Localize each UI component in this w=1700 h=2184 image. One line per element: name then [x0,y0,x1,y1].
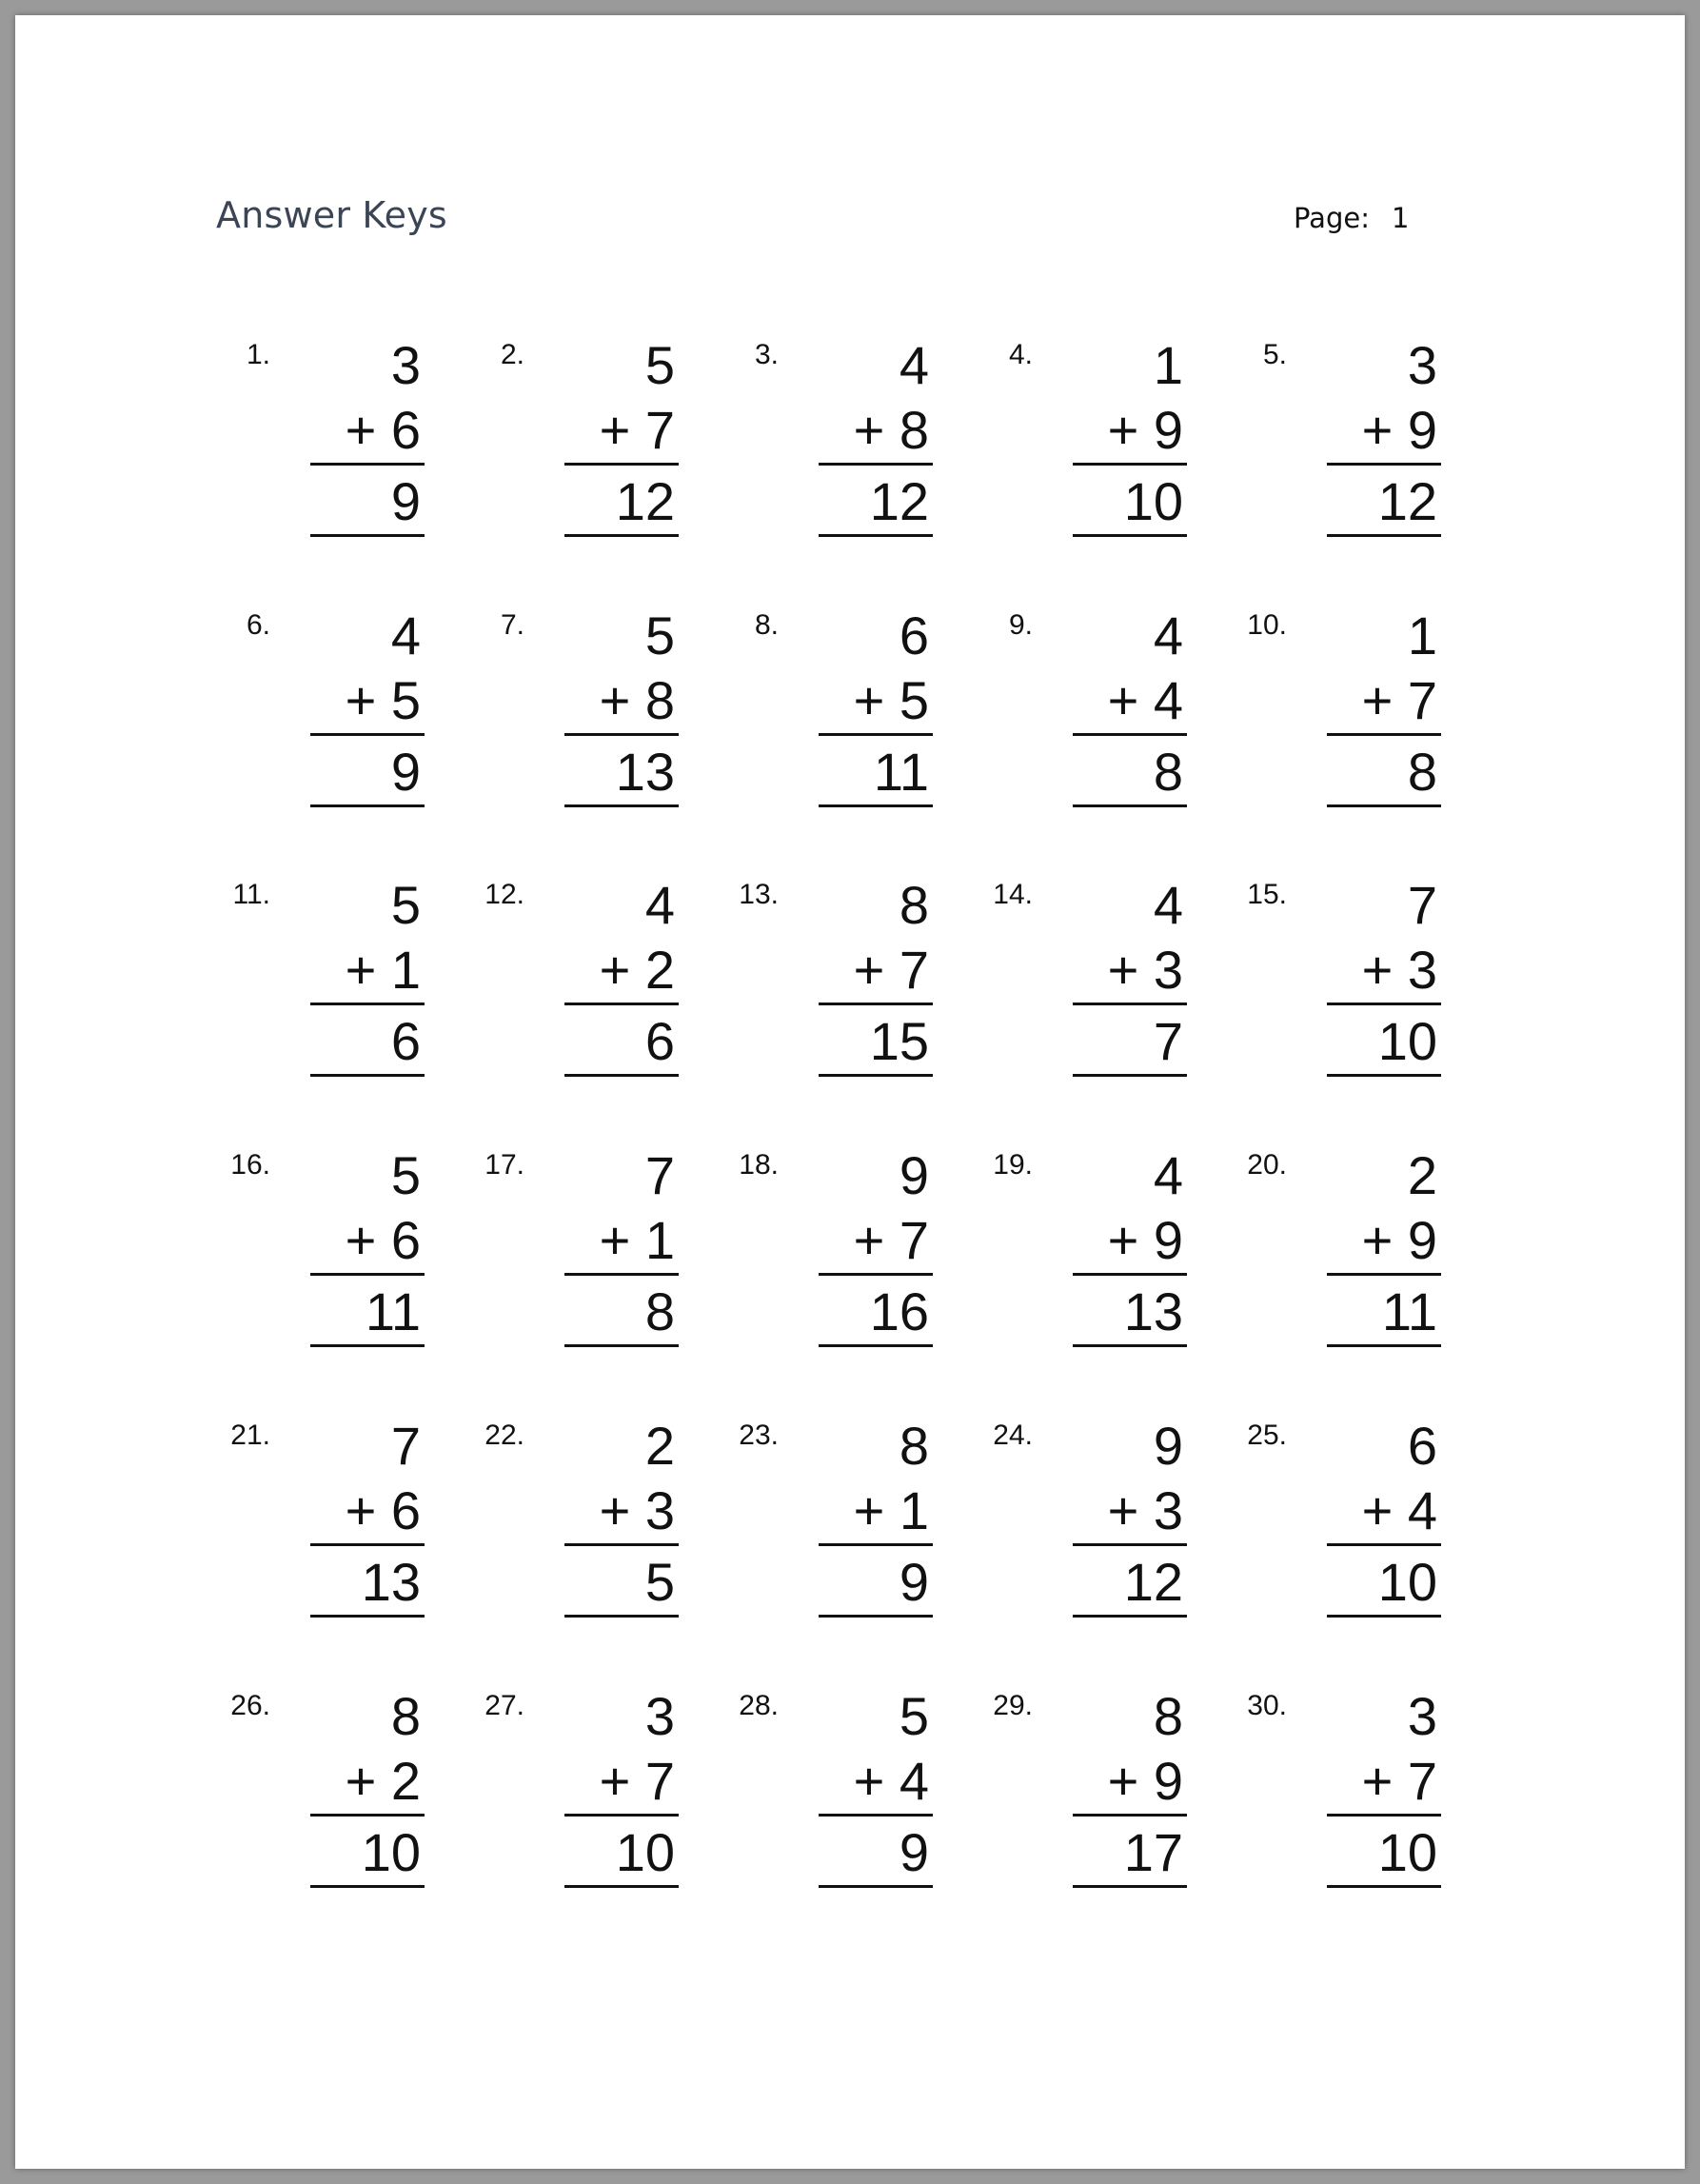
answer: 8 [1073,736,1187,807]
addend-bottom: + 6 [310,1479,425,1546]
worksheet-page [15,15,1685,2169]
addend-top: 8 [899,1416,929,1476]
addend-bottom: + 7 [564,398,679,466]
answer: 10 [1327,1546,1441,1618]
addition-problem [219,1684,447,1913]
problem-stack [1327,1414,1441,1618]
answer: 7 [1073,1005,1187,1077]
addend-top: 2 [644,1416,675,1476]
answer: 13 [310,1546,425,1618]
problem-stack [564,1684,679,1888]
problem-number: 22. [484,1420,524,1451]
problem-number: 16. [230,1149,270,1181]
addend-top: 8 [1153,1686,1183,1746]
answer: 12 [1073,1546,1187,1618]
problem-number: 28. [739,1690,779,1721]
problem-number: 25. [1247,1420,1287,1451]
problem-number: 4. [1008,339,1033,370]
problem-number: 29. [993,1690,1033,1721]
addition-problem [981,1414,1210,1642]
answer: 12 [819,466,933,537]
answer: 9 [819,1546,933,1618]
addend-bottom: + 1 [310,938,425,1005]
problem-number: 23. [739,1420,779,1451]
problem-stack [819,1143,933,1347]
addend-bottom: + 6 [310,1208,425,1276]
problem-number: 11. [232,879,270,910]
problem-number: 19. [993,1149,1033,1181]
addition-problem [219,1143,447,1372]
problem-stack [310,1684,425,1888]
addend-bottom: + 1 [819,1479,933,1546]
addend-top: 6 [1407,1416,1437,1476]
problem-stack [310,333,425,537]
problem-grid [15,15,1685,2169]
addend-top: 3 [390,335,421,395]
problem-stack [1327,1684,1441,1888]
problem-number: 2. [500,339,524,370]
problem-stack [1327,1143,1441,1347]
addend-bottom: + 7 [1327,668,1441,736]
addend-bottom: + 3 [1073,938,1187,1005]
addition-problem [981,604,1210,832]
addition-problem [219,333,447,562]
addend-bottom: + 5 [819,668,933,736]
answer: 17 [1073,1817,1187,1888]
addend-top: 9 [899,1145,929,1205]
problem-number: 1. [246,339,270,370]
problem-number: 14. [993,879,1033,910]
page-number: 1 [1392,202,1410,234]
addition-problem [981,873,1210,1102]
problem-number: 18. [739,1149,779,1181]
addend-bottom: + 9 [1073,1208,1187,1276]
addition-problem [1235,1684,1464,1913]
problem-stack [1073,604,1187,807]
problem-number: 5. [1262,339,1287,370]
addend-top: 8 [899,875,929,935]
answer: 10 [564,1817,679,1888]
addend-top: 9 [1153,1416,1183,1476]
problem-stack [564,1414,679,1618]
addition-problem [219,1414,447,1642]
answer: 12 [564,466,679,537]
answer: 5 [564,1546,679,1618]
problem-number: 12. [484,879,524,910]
addend-bottom: + 3 [564,1479,679,1546]
addend-top: 1 [1407,606,1437,665]
problem-stack [819,333,933,537]
addend-bottom: + 4 [819,1749,933,1817]
problem-number: 13. [739,879,779,910]
answer: 10 [310,1817,425,1888]
addend-bottom: + 9 [1073,398,1187,466]
addend-bottom: + 8 [819,398,933,466]
addition-problem [727,1414,956,1642]
problem-number: 27. [484,1690,524,1721]
problem-stack [819,1414,933,1618]
answer: 13 [1073,1276,1187,1347]
problem-number: 24. [993,1420,1033,1451]
addend-top: 4 [390,606,421,665]
page-label: Page: [1294,202,1370,234]
problem-number: 20. [1247,1149,1287,1181]
problem-stack [1073,1684,1187,1888]
problem-stack [1073,1414,1187,1618]
addition-problem [1235,873,1464,1102]
addend-top: 2 [1407,1145,1437,1205]
addition-problem [1235,1414,1464,1642]
addition-problem [473,1414,702,1642]
problem-stack [1327,333,1441,537]
addend-top: 6 [899,606,929,665]
addend-bottom: + 7 [819,938,933,1005]
answer: 10 [1327,1817,1441,1888]
problem-stack [564,604,679,807]
addend-top: 3 [644,1686,675,1746]
addend-bottom: + 9 [1327,1208,1441,1276]
problem-number: 3. [754,339,779,370]
answer: 16 [819,1276,933,1347]
problem-stack [564,873,679,1077]
addend-bottom: + 9 [1327,398,1441,466]
problem-stack [310,1414,425,1618]
answer: 11 [310,1276,425,1347]
problem-stack [310,873,425,1077]
addition-problem [981,1684,1210,1913]
answer: 11 [819,736,933,807]
addition-problem [1235,1143,1464,1372]
addend-top: 4 [1153,606,1183,665]
addend-bottom: + 4 [1073,668,1187,736]
addend-top: 4 [899,335,929,395]
addition-problem [1235,333,1464,562]
problem-number: 15. [1247,879,1287,910]
answer: 9 [819,1817,933,1888]
addend-top: 3 [1407,1686,1437,1746]
addition-problem [473,604,702,832]
addition-problem [473,1143,702,1372]
problem-number: 6. [246,609,270,641]
problem-stack [819,873,933,1077]
addend-top: 5 [644,606,675,665]
addend-top: 5 [390,875,421,935]
addend-top: 7 [644,1145,675,1205]
addition-problem [473,1684,702,1913]
addition-problem [727,873,956,1102]
addend-bottom: + 4 [1327,1479,1441,1546]
addition-problem [727,604,956,832]
addend-bottom: + 7 [564,1749,679,1817]
problem-number: 8. [754,609,779,641]
addend-top: 4 [1153,1145,1183,1205]
addition-problem [727,1143,956,1372]
addition-problem [219,604,447,832]
addition-problem [727,333,956,562]
problem-stack [564,1143,679,1347]
problem-number: 21. [230,1420,270,1451]
addend-bottom: + 2 [564,938,679,1005]
answer: 6 [564,1005,679,1077]
addend-bottom: + 1 [564,1208,679,1276]
problem-number: 26. [230,1690,270,1721]
addend-top: 7 [390,1416,421,1476]
addend-bottom: + 7 [819,1208,933,1276]
answer: 10 [1327,1005,1441,1077]
answer: 9 [310,466,425,537]
problem-stack [1073,1143,1187,1347]
addition-problem [473,873,702,1102]
addend-bottom: + 3 [1073,1479,1187,1546]
answer: 8 [564,1276,679,1347]
addend-top: 4 [644,875,675,935]
problem-stack [819,1684,933,1888]
addend-bottom: + 9 [1073,1749,1187,1817]
page-title: Answer Keys [216,194,447,236]
problem-stack [310,1143,425,1347]
addend-top: 4 [1153,875,1183,935]
addend-bottom: + 2 [310,1749,425,1817]
addend-bottom: + 8 [564,668,679,736]
answer: 12 [1327,466,1441,537]
addition-problem [981,333,1210,562]
problem-stack [1327,873,1441,1077]
answer: 8 [1327,736,1441,807]
problem-number: 10. [1247,609,1287,641]
addend-bottom: + 7 [1327,1749,1441,1817]
answer: 15 [819,1005,933,1077]
addend-top: 3 [1407,335,1437,395]
answer: 9 [310,736,425,807]
addend-top: 1 [1153,335,1183,395]
addend-bottom: + 3 [1327,938,1441,1005]
problem-stack [564,333,679,537]
problem-number: 9. [1008,609,1033,641]
addend-top: 5 [390,1145,421,1205]
answer: 10 [1073,466,1187,537]
answer: 6 [310,1005,425,1077]
problem-stack [1327,604,1441,807]
problem-number: 30. [1247,1690,1287,1721]
problem-stack [819,604,933,807]
addition-problem [1235,604,1464,832]
addition-problem [981,1143,1210,1372]
problem-stack [1073,333,1187,537]
addend-bottom: + 6 [310,398,425,466]
problem-stack [310,604,425,807]
addition-problem [219,873,447,1102]
answer: 11 [1327,1276,1441,1347]
answer: 13 [564,736,679,807]
addend-top: 8 [390,1686,421,1746]
addition-problem [473,333,702,562]
addend-bottom: + 5 [310,668,425,736]
problem-number: 7. [500,609,524,641]
problem-stack [1073,873,1187,1077]
addend-top: 5 [644,335,675,395]
addend-top: 7 [1407,875,1437,935]
problem-number: 17. [484,1149,524,1181]
addend-top: 5 [899,1686,929,1746]
addition-problem [727,1684,956,1913]
